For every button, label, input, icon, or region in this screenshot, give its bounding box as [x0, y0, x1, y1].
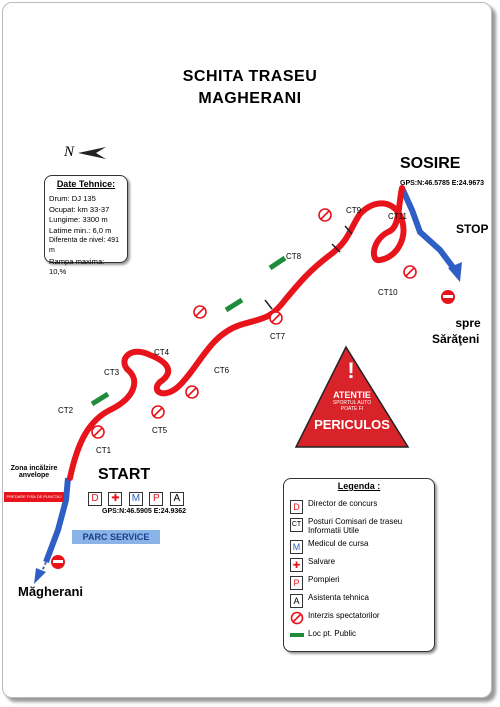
finish-label: SOSIRE [400, 155, 461, 172]
north-label: N [64, 144, 75, 160]
director-icon: D [290, 500, 303, 514]
start-gps: GPS:N:46.5905 E:24.9362 [102, 508, 187, 515]
service-road-south [46, 478, 68, 562]
legend-text: Asistenta tehnica [308, 593, 369, 602]
public-zone-swatch [290, 633, 304, 637]
legend-item [290, 539, 430, 555]
legend-item [290, 499, 430, 515]
warning-word: ATENTIE [333, 390, 371, 400]
legend-text: Interzis spectatorilor [308, 611, 380, 620]
arrow-to-magherani [34, 568, 46, 584]
spre-label: spre [455, 316, 481, 330]
technical-data-heading: Date Tehnice: [56, 179, 116, 189]
legend-text: Loc pt. Public [308, 629, 357, 638]
medic-icon: M [290, 540, 303, 554]
medic-icon: M [129, 492, 143, 506]
warning-text [296, 390, 408, 432]
sarateni-label: Sărăţeni [432, 332, 480, 346]
checkpoint-ct9: CT9 [346, 206, 362, 215]
tech-line: Drum: DJ 135 [49, 194, 96, 204]
tech-line: Lungime: 3300 m [49, 215, 108, 225]
firefighters-icon: P [290, 576, 303, 590]
start-services [88, 488, 186, 506]
tech-line: Ocupat: km 33-37 [49, 204, 110, 214]
public-zone [270, 258, 285, 268]
public-zone [92, 394, 108, 404]
firefighters-icon: P [149, 492, 163, 506]
finish-gps: GPS:N:46.5785 E:24.9673 [400, 180, 485, 187]
public-zone [226, 300, 242, 310]
director-icon: D [88, 492, 102, 506]
legend-item [290, 557, 430, 573]
warning-line2: POATE FI [340, 406, 364, 412]
legend-box [283, 478, 435, 652]
checkpoint-ct11: CT11 [388, 212, 407, 221]
legend-item [290, 611, 430, 627]
legend-text: Posturi Comisari de traseu [308, 517, 403, 526]
map-title-line2: MAGHERANI [198, 90, 302, 107]
legend-text: Medicul de cursa [308, 539, 369, 548]
tire-zone-line2: anvelope [18, 472, 50, 479]
start-label: START [98, 466, 151, 483]
tech-line: Rampa maxima: 10,% [49, 256, 105, 277]
checkpoint-ct6: CT6 [214, 366, 230, 375]
legend-item [290, 517, 430, 533]
stop-label: STOP [456, 222, 489, 236]
tire-heating-zone [4, 465, 64, 479]
legend-item [290, 593, 430, 609]
service-park-banner: PARC SERVICE [72, 530, 160, 544]
tech-assist-icon: A [290, 594, 303, 608]
checkpoint-icon: CT [290, 518, 303, 532]
service-road-north [402, 188, 455, 270]
legend-item [290, 575, 430, 591]
warning-line1: SPORTUL AUTO [332, 400, 372, 406]
legend-heading: Legenda : [337, 481, 381, 491]
checkpoint-ct2: CT2 [58, 406, 74, 415]
legend-text: Director de concurs [308, 499, 378, 508]
tech-line: Diferenta de nivel: 491 m [49, 237, 120, 255]
checkpoint-ct8: CT8 [286, 252, 302, 261]
legend-item [290, 629, 430, 645]
magherani-label: Măgherani [18, 584, 84, 599]
no-spectators-icon [290, 611, 304, 625]
checkpoint-ct1: CT1 [96, 446, 112, 455]
tech-line: Latime min.: 6,0 m [49, 225, 112, 235]
checkpoint-ct3: CT3 [104, 368, 120, 377]
tech-assist-icon: A [170, 492, 184, 506]
tire-zone-line1: Zona incălzire [10, 465, 58, 472]
ambulance-icon: ✚ [108, 492, 122, 506]
map-title-line1: SCHITA TRASEU [182, 68, 318, 85]
checkpoint-ct10: CT10 [378, 288, 398, 297]
checkpoint-ct4: CT4 [154, 348, 170, 357]
checkpoint-ct5: CT5 [152, 426, 168, 435]
legend-text: Salvare [308, 557, 336, 566]
ambulance-icon: ✚ [290, 558, 303, 572]
scorecard-handover-banner: PREDARE FISA DE PUNCTAJ [4, 492, 64, 502]
checkpoint-ct7: CT7 [270, 332, 286, 341]
legend-text: Pompieri [308, 575, 340, 584]
warning-big: PERICULOS [314, 417, 390, 432]
svg-text:!: ! [347, 358, 355, 383]
legend-text-2: Informatii Utile [308, 526, 360, 535]
